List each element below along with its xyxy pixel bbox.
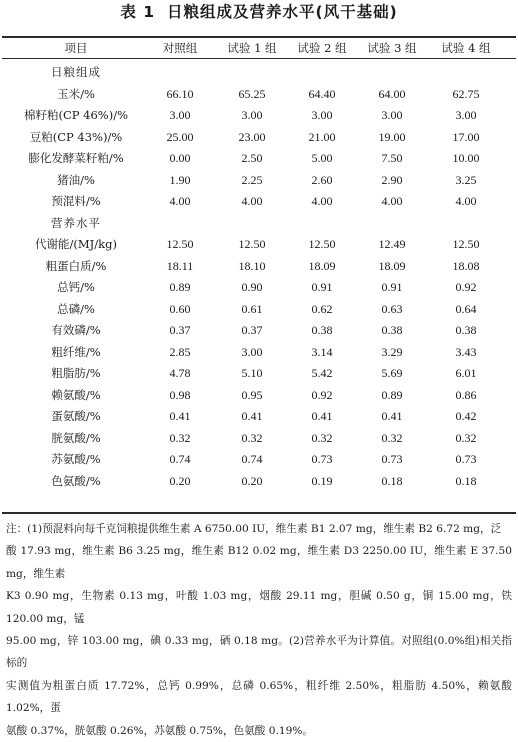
header-trial-1: 试验 1 组 xyxy=(227,41,277,55)
table-cell: 0.20 xyxy=(169,473,191,488)
table-cell: 64.00 xyxy=(378,86,406,101)
table-bottom-rule xyxy=(2,512,516,514)
row-label: 粗蛋白质/% xyxy=(45,258,107,273)
table-cell: 3.00 xyxy=(381,108,403,122)
table-row xyxy=(0,105,518,127)
footnote-line: 95.00 mg，锌 103.00 mg，碘 0.33 mg，硒 0.18 mg。(2)营养水平为计算值。对照组(0.0%组)相关指标的 xyxy=(6,635,512,670)
table-row xyxy=(0,277,518,299)
table-cell: 2.25 xyxy=(241,172,263,187)
table-cell: 5.00 xyxy=(311,151,333,165)
table-cell: 0.92 xyxy=(311,387,333,402)
table-cell: 0.74 xyxy=(169,452,191,466)
table-cell: 0.64 xyxy=(455,301,477,316)
header-trial-3: 试验 3 组 xyxy=(367,41,417,55)
table-cell: 0.32 xyxy=(241,430,263,445)
table-cell: 0.32 xyxy=(311,430,333,445)
table-cell: 0.89 xyxy=(169,280,191,294)
table-cell: 4.78 xyxy=(169,366,191,380)
table-cell: 0.00 xyxy=(169,151,191,165)
table-cell: 2.85 xyxy=(169,344,191,359)
table-cell: 19.00 xyxy=(378,129,406,144)
table-cell: 4.00 xyxy=(381,194,403,208)
table-row xyxy=(0,299,518,321)
row-label: 粗纤维/% xyxy=(51,344,101,359)
table-cell: 0.73 xyxy=(381,452,403,466)
table-cell: 3.43 xyxy=(455,344,477,359)
table-footnote xyxy=(6,518,512,742)
table-cell: 5.69 xyxy=(381,366,403,380)
table-cell: 0.89 xyxy=(381,387,403,402)
footnote-line: K3 0.90 mg，生物素 0.13 mg，叶酸 1.03 mg，烟酸 29.11 mg，胆碱 0.50 g，铜 15.00 mg，铁 120.00 mg，锰 xyxy=(6,590,512,625)
table-cell: 0.41 xyxy=(241,409,263,423)
table-cell: 0.37 xyxy=(169,323,191,337)
table-header-row xyxy=(0,38,518,58)
table-body xyxy=(0,62,518,492)
table-cell: 3.14 xyxy=(311,344,333,359)
table-cell: 0.37 xyxy=(241,323,263,337)
table-cell: 2.90 xyxy=(381,172,403,187)
table-cell: 7.50 xyxy=(381,151,403,165)
table-cell: 12.50 xyxy=(452,237,480,251)
header-trial-2: 试验 2 组 xyxy=(297,41,347,55)
table-cell: 18.08 xyxy=(452,258,480,273)
table-cell: 21.00 xyxy=(308,129,336,144)
table-cell: 0.60 xyxy=(169,301,191,316)
table-cell: 6.01 xyxy=(455,366,477,380)
table-row xyxy=(0,406,518,428)
table-cell: 0.74 xyxy=(241,452,263,466)
table-row xyxy=(0,363,518,385)
table-cell: 0.18 xyxy=(455,473,477,488)
table-cell: 0.41 xyxy=(381,409,403,423)
table-cell: 0.92 xyxy=(455,280,477,294)
table-header-rule xyxy=(2,58,516,59)
table-row xyxy=(0,385,518,407)
table-cell: 18.11 xyxy=(166,258,194,273)
table-cell: 12.50 xyxy=(308,237,336,251)
table-cell: 0.63 xyxy=(381,301,403,316)
table-cell: 4.00 xyxy=(169,194,191,208)
footnote-line: 酸 17.93 mg，维生素 B6 3.25 mg，维生素 B12 0.02 mg，维生素 D3 2250.00 IU，维生素 E 37.50 mg，维生素 xyxy=(6,545,512,580)
table-cell: 4.00 xyxy=(241,194,263,208)
table-cell: 64.40 xyxy=(308,86,336,101)
row-label: 色氨酸/% xyxy=(51,473,101,488)
table-cell: 2.50 xyxy=(241,151,263,165)
table-number: 表 1 xyxy=(120,3,155,21)
table-row xyxy=(0,320,518,342)
table-cell: 0.73 xyxy=(455,452,477,466)
row-label: 猪油/% xyxy=(57,172,95,187)
table-row xyxy=(0,148,518,170)
table-row xyxy=(0,471,518,493)
table-cell: 12.50 xyxy=(238,237,266,251)
row-label: 棉籽粕(CP 46%)/% xyxy=(23,108,129,122)
row-label: 胱氨酸/% xyxy=(51,430,101,445)
table-cell: 0.91 xyxy=(381,280,403,294)
row-label: 总磷/% xyxy=(57,301,95,316)
table-cell: 3.25 xyxy=(455,172,477,187)
table-cell: 0.62 xyxy=(311,301,333,316)
row-label: 代谢能/(MJ/kg) xyxy=(35,237,117,251)
table-cell: 3.00 xyxy=(455,108,477,122)
table-row xyxy=(0,256,518,278)
table-cell: 12.49 xyxy=(378,237,406,251)
row-label: 预混料/% xyxy=(51,194,101,208)
table-cell: 18.09 xyxy=(308,258,336,273)
table-cell: 0.32 xyxy=(381,430,403,445)
table-cell: 5.42 xyxy=(311,366,333,380)
row-label: 膨化发酵菜籽粕/% xyxy=(28,151,124,165)
table-cell: 3.29 xyxy=(381,344,403,359)
table-row xyxy=(0,449,518,471)
table-cell: 65.25 xyxy=(238,86,266,101)
row-label: 苏氨酸/% xyxy=(51,452,101,466)
table-cell: 2.60 xyxy=(311,172,333,187)
table-cell: 0.91 xyxy=(311,280,333,294)
table-title xyxy=(0,2,518,22)
table-cell: 0.19 xyxy=(311,473,333,488)
table-cell: 0.32 xyxy=(455,430,477,445)
table-cell: 0.95 xyxy=(241,387,263,402)
table-row xyxy=(0,234,518,256)
table-title-text: 日粮组成及营养水平(风干基础) xyxy=(167,3,398,21)
row-label: 粗脂肪/% xyxy=(51,366,101,380)
table-cell: 0.38 xyxy=(381,323,403,337)
table-cell: 4.00 xyxy=(455,194,477,208)
table-cell: 4.00 xyxy=(311,194,333,208)
table-cell: 23.00 xyxy=(238,129,266,144)
table-cell: 0.41 xyxy=(311,409,333,423)
table-row xyxy=(0,170,518,192)
table-row xyxy=(0,191,518,213)
header-trial-4: 试验 4 组 xyxy=(441,41,491,55)
footnote-line: 注：(1)预混料向每千克饲粮提供维生素 A 6750.00 IU，维生素 B1 2.07 mg，维生素 B2 6.72 mg，泛 xyxy=(6,523,502,535)
table-row xyxy=(0,428,518,450)
row-label: 玉米/% xyxy=(57,86,95,101)
row-label: 总钙/% xyxy=(57,280,95,294)
section-label: 营养水平 xyxy=(51,215,101,230)
table-cell: 62.75 xyxy=(452,86,480,101)
table-cell: 0.86 xyxy=(455,387,477,402)
row-label: 赖氨酸/% xyxy=(51,387,101,402)
table-cell: 18.09 xyxy=(378,258,406,273)
table-cell: 0.61 xyxy=(241,301,263,316)
table-cell: 0.98 xyxy=(169,387,191,402)
table-cell: 0.20 xyxy=(241,473,263,488)
table-row xyxy=(0,127,518,149)
section-label: 日粮组成 xyxy=(51,65,101,79)
table-cell: 3.00 xyxy=(241,108,263,122)
table-section-row xyxy=(0,62,518,84)
table-row xyxy=(0,84,518,106)
table-cell: 5.10 xyxy=(241,366,263,380)
table-cell: 25.00 xyxy=(166,129,194,144)
table-cell: 0.32 xyxy=(169,430,191,445)
table-cell: 3.00 xyxy=(241,344,263,359)
table-cell: 0.41 xyxy=(169,409,191,423)
table-cell: 10.00 xyxy=(452,151,480,165)
header-control: 对照组 xyxy=(162,41,198,55)
row-label: 有效磷/% xyxy=(51,323,101,337)
table-cell: 0.18 xyxy=(381,473,403,488)
footnote-line: 氨酸 0.37%，胱氨酸 0.26%，苏氨酸 0.75%，色氨酸 0.19%。 xyxy=(6,724,313,737)
table-cell: 0.42 xyxy=(455,409,477,423)
row-label: 蛋氨酸/% xyxy=(51,409,101,423)
table-cell: 18.10 xyxy=(238,258,266,273)
table-cell: 12.50 xyxy=(166,237,194,251)
footnote-line: 实测值为粗蛋白质 17.72%，总钙 0.99%，总磷 0.65%，粗纤维 2.50%，粗脂肪 4.50%，赖氨酸 1.02%，蛋 xyxy=(6,679,512,715)
header-item: 项目 xyxy=(64,41,88,55)
table-cell: 0.90 xyxy=(241,280,263,294)
table-cell: 0.73 xyxy=(311,452,333,466)
table-cell: 1.90 xyxy=(169,172,191,187)
table-cell: 17.00 xyxy=(452,129,480,144)
table-section-row xyxy=(0,213,518,235)
table-cell: 0.38 xyxy=(311,323,333,337)
table-cell: 0.38 xyxy=(455,323,477,337)
table-row xyxy=(0,342,518,364)
table-cell: 3.00 xyxy=(311,108,333,122)
table-cell: 3.00 xyxy=(169,108,191,122)
table-cell: 66.10 xyxy=(166,86,194,101)
row-label: 豆粕(CP 43%)/% xyxy=(29,129,123,144)
